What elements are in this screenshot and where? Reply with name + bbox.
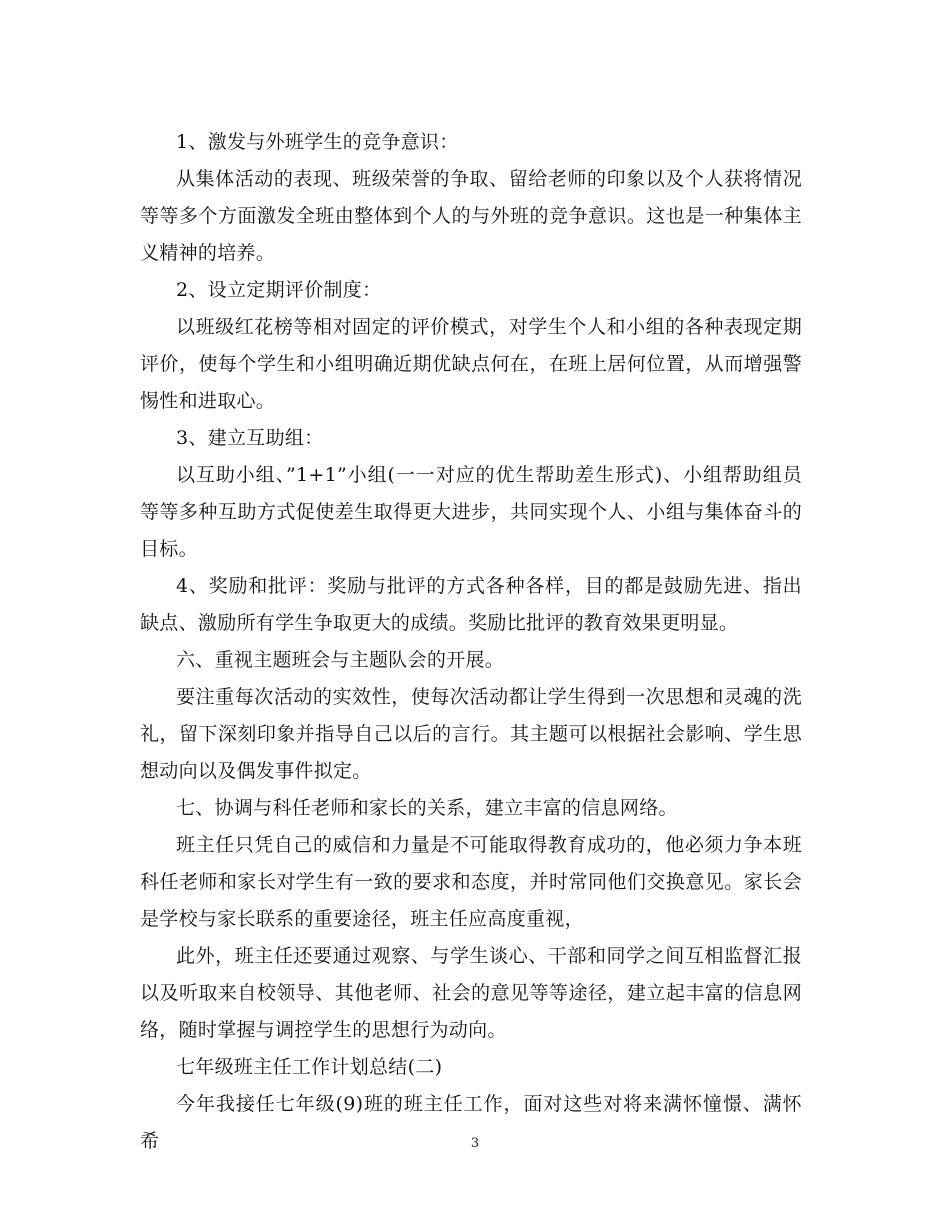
page-number: 3 <box>470 1136 480 1151</box>
paragraph-evaluation: 以班级红花榜等相对固定的评价模式，对学生个人和小组的各种表现定期评价，使每个学生和小组明确近期优缺点何在，在班上居何位置，从而增强警惕性和进取心。 <box>140 316 802 412</box>
section-heading-competition: 1、激发与外班学生的竞争意识： <box>176 131 459 153</box>
paragraph-information-network: 此外，班主任还要通过观察、与学生谈心、干部和同学之间互相监督汇报以及听取来自校领导、其他老师、社会的意见等等途径，建立起丰富的信息网络，随时掌握与调控学生的思想行为动向。 <box>140 945 802 1041</box>
paragraph-class-meeting: 要注重每次活动的实效性，使每次活动都让学生得到一次思想和灵魂的洗礼，留下深刻印象并指导自己以后的言行。其主题可以根据社会影响、学生思想动向以及偶发事件拟定。 <box>140 686 802 782</box>
document-body <box>140 124 802 1160</box>
section-heading-mutual-help: 3、建立互助组： <box>176 427 324 449</box>
section-heading-coordination: 七、协调与科任老师和家长的关系，建立丰富的信息网络。 <box>176 797 678 819</box>
paragraph-mutual-help: 以互助小组、”1+1”小组(一一对应的优生帮助差生形式)、小组帮助组员等等多种互助方式促使差生取得更大进步，共同实现个人、小组与集体奋斗的目标。 <box>140 464 802 560</box>
paragraph-intro: 今年我接任七年级(9)班的班主任工作，面对这些对将来满怀憧憬、满怀希 <box>140 1093 802 1152</box>
paragraph-coordination: 班主任只凭自己的威信和力量是不可能取得教育成功的，他必须力争本班科任老师和家长对学生有一致的要求和态度，并时常同他们交换意见。家长会是学校与家长联系的重要途径，班主任应高度重视， <box>140 834 802 930</box>
paragraph-reward-criticism: 4、奖励和批评：奖励与批评的方式各种各样，目的都是鼓励先进、指出缺点、激励所有学生争取更大的成绩。奖励比批评的教育效果更明显。 <box>140 575 802 634</box>
document-subtitle: 七年级班主任工作计划总结(二) <box>176 1056 443 1078</box>
section-heading-evaluation: 2、设立定期评价制度： <box>176 279 382 301</box>
section-heading-class-meeting: 六、重视主题班会与主题队会的开展。 <box>176 649 505 671</box>
paragraph-competition: 从集体活动的表现、班级荣誉的争取、留给老师的印象以及个人获将情况等等多个方面激发全班由整体到个人的与外班的竞争意识。这也是一种集体主义精神的培养。 <box>140 168 802 264</box>
